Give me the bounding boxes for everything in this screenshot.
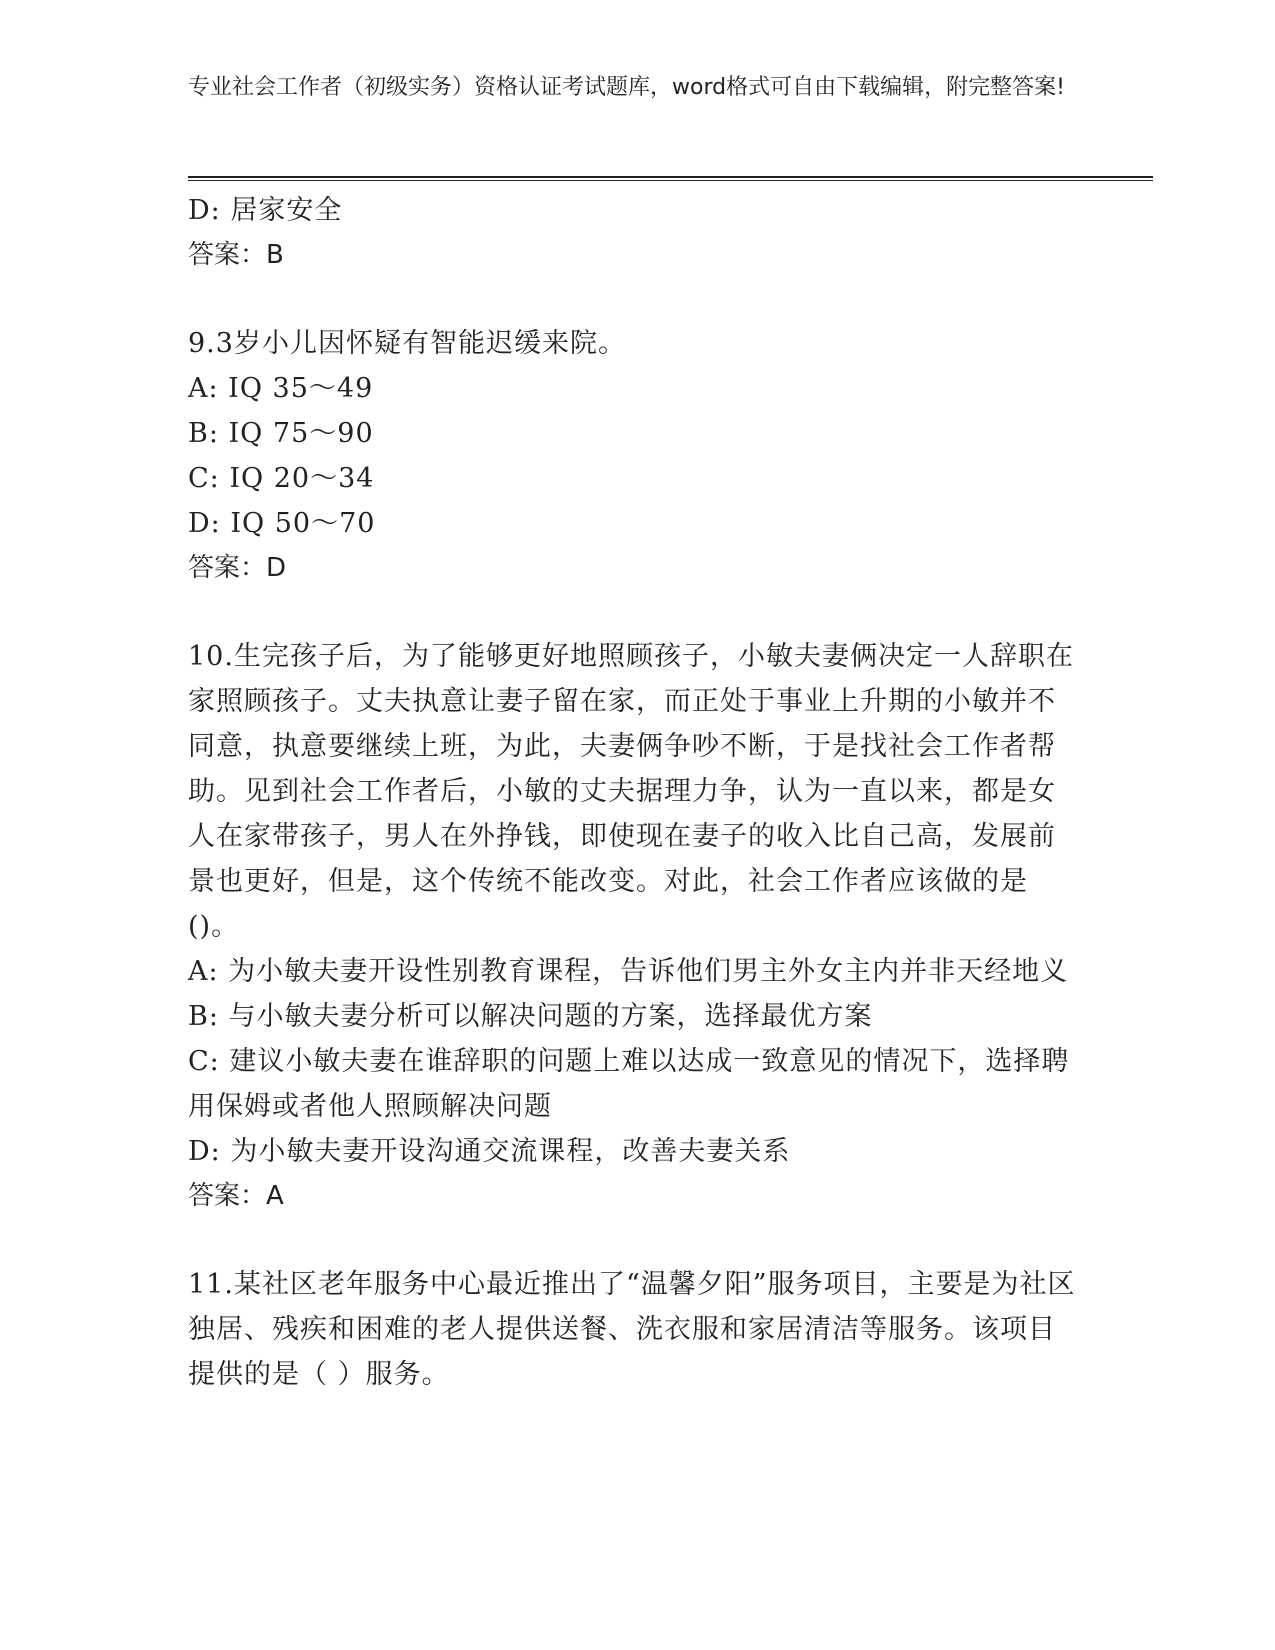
q10-option-a: A: 为小敏夫妻开设性别教育课程，告诉他们男主外女主内并非天经地义 — [188, 956, 1069, 987]
page-header: 专业社会工作者（初级实务）资格认证考试题库，word格式可自由下载编辑，附完整答案! — [188, 75, 1065, 100]
spacer — [188, 591, 1078, 634]
q10-stem: 10.生完孩子后，为了能够更好地照顾孩子，小敏夫妻俩决定一人辞职在家照顾孩子。丈夫执意让妻子留在家，而正处于事业上升期的小敏并不同意，执意要继续上班，为此，夫妻俩争吵不断，于是找社会工作者帮助。见到社会工作者后，小敏的丈夫据理力争，认为一直以来，都是女人在家带孩子，男人在外挣钱，即使现在妻子的收入比自己高，发展前景也更好，但是，这个传统不能改变。对此，社会工作者应该做的是()。 — [188, 641, 1074, 942]
q11-stem: 11.某社区老年服务中心最近推出了“温馨夕阳”服务项目，主要是为社区独居、残疾和困难的老人提供送餐、洗衣服和家居清洁等服务。该项目提供的是（ ）服务。 — [188, 1269, 1076, 1390]
q10-option-d: D: 为小敏夫妻开设沟通交流课程，改善夫妻关系 — [188, 1136, 791, 1167]
prev-question-option-d: D: 居家安全 — [188, 195, 343, 226]
spacer — [188, 1219, 1078, 1262]
prev-question-answer: 答案：B — [188, 240, 284, 270]
spacer — [188, 278, 1078, 321]
q10-answer: 答案：A — [188, 1181, 284, 1211]
q9-option-b: B: IQ 75～90 — [188, 418, 374, 449]
q9-option-c: C: IQ 20～34 — [188, 463, 375, 494]
header-divider — [188, 176, 1153, 181]
q10-option-c: C: 建议小敏夫妻在谁辞职的问题上难以达成一致意见的情况下，选择聘用保姆或者他人照顾解决问题 — [188, 1046, 1070, 1122]
q9-answer: 答案：D — [188, 553, 287, 583]
question-content — [188, 188, 1078, 1397]
q10-option-b: B: 与小敏夫妻分析可以解决问题的方案，选择最优方案 — [188, 1001, 873, 1032]
q9-option-d: D: IQ 50～70 — [188, 508, 376, 539]
q9-stem: 9.3岁小儿因怀疑有智能迟缓来院。 — [188, 328, 626, 359]
q9-option-a: A: IQ 35～49 — [188, 373, 374, 404]
